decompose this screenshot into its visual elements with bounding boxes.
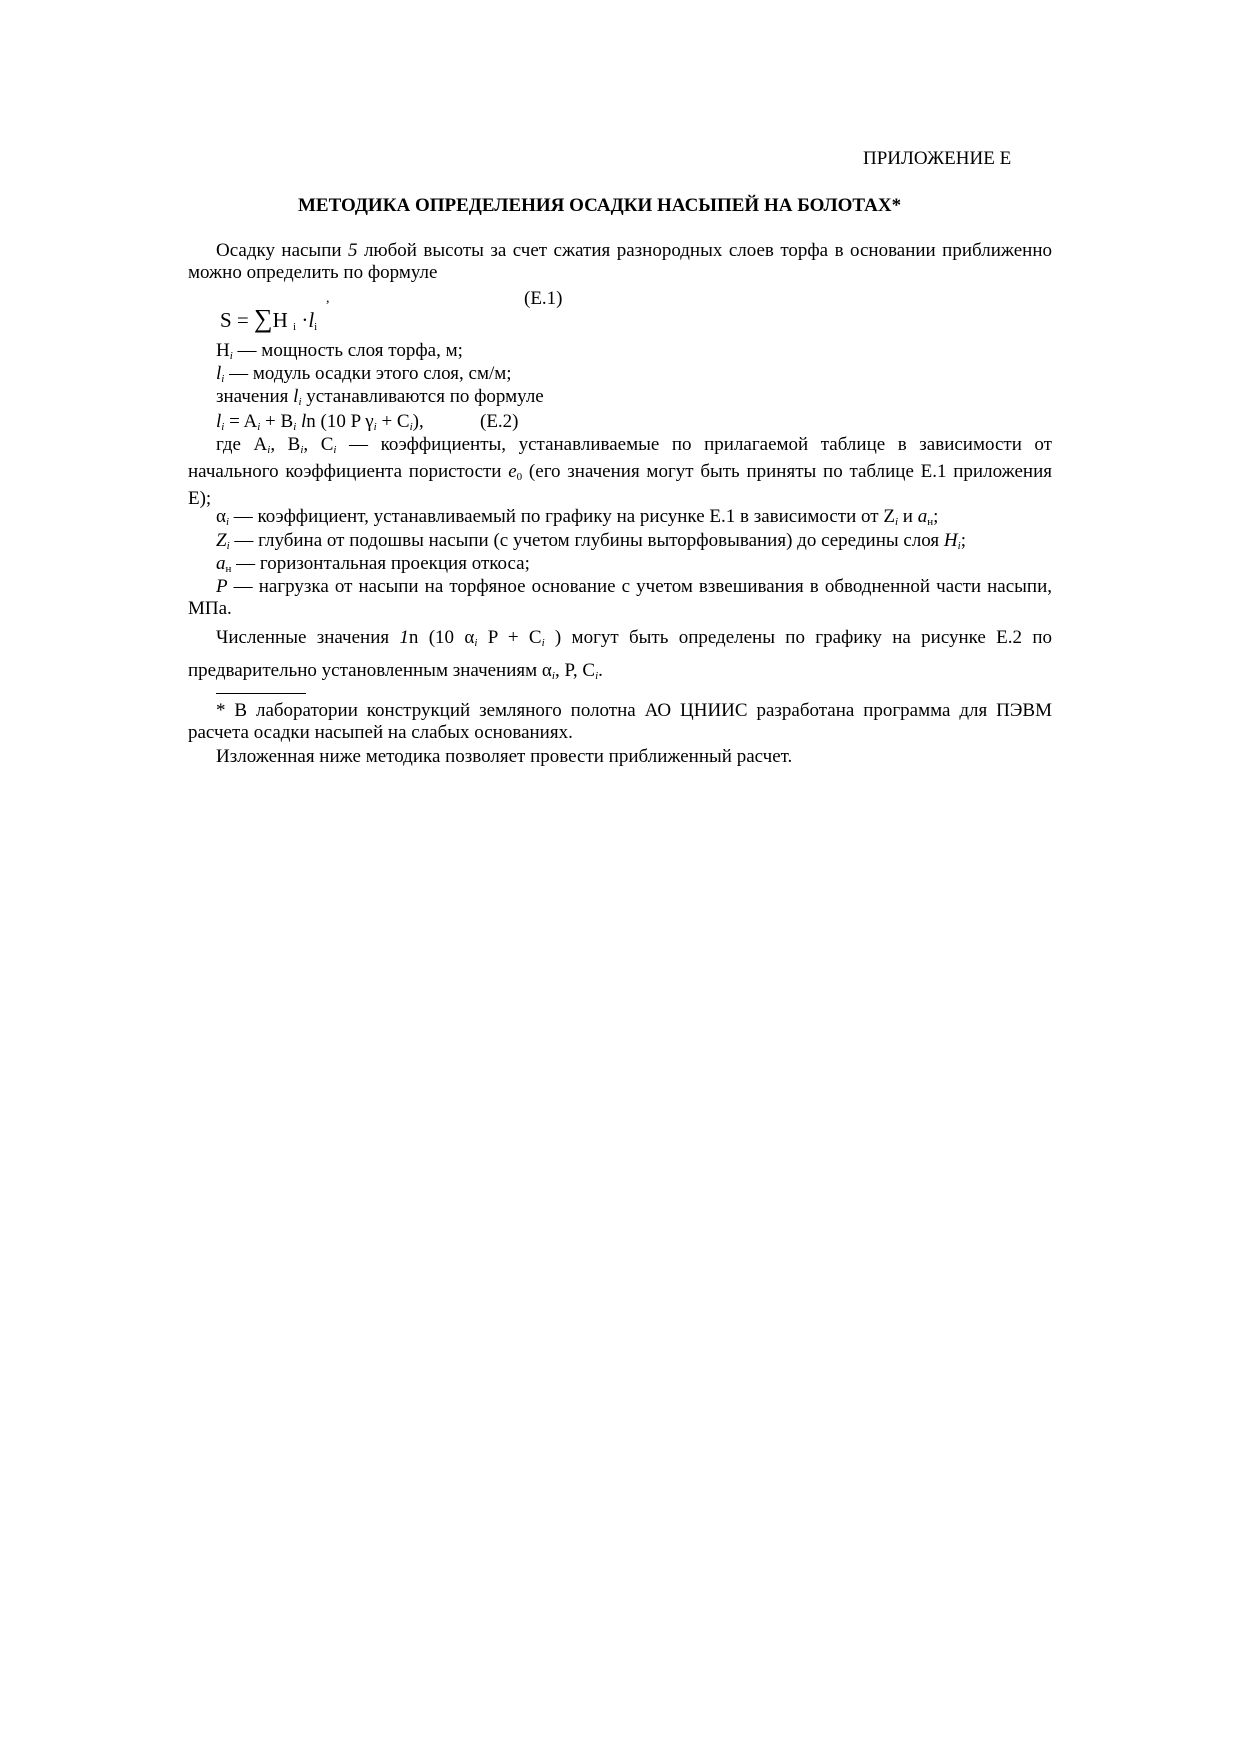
definition-a: $a_н$ — горизонтальная проекция откоса; bbox=[216, 553, 530, 575]
definition-l: $l_i$ — модуль осадки этого слоя, см/м; bbox=[216, 363, 512, 385]
formula-e1-label: (Е.1) bbox=[524, 288, 563, 309]
coefficients-paragraph: где $A_i$, $B_i$, $C_i$ — коэффициенты, устанавливаемые по прилагаемой таблице в зависимости от начального коэффициента пористости $e_0$ (его значения могут быть приняты по таблице Е.1 приложения Е); bbox=[188, 434, 1052, 509]
definition-h: $H_i$ — мощность слоя торфа, м; bbox=[216, 340, 463, 362]
intro-paragraph: Осадку насыпи 5 любой высоты за счет сжатия разнородных слоев торфа в основании приближенно можно определить по формуле bbox=[188, 240, 1053, 283]
appendix-label: ПРИЛОЖЕНИЕ Е bbox=[863, 148, 1012, 169]
formula-e2: $l_i = A_i + B_i$ ln (10 P $\gamma_i + C_i$), bbox=[216, 411, 424, 433]
document-title: МЕТОДИКА ОПРЕДЕЛЕНИЯ ОСАДКИ НАСЫПЕЙ НА БОЛОТАХ* bbox=[298, 195, 902, 216]
document-page bbox=[188, 0, 1052, 1755]
definition-z: $Z_i$ — глубина от подошвы насыпи (с учетом глубины выторфовывания) до середины слоя $H_i$; bbox=[216, 530, 966, 552]
formula-e1-comma: , bbox=[326, 291, 330, 306]
formula-e2-label: (Е.2) bbox=[480, 411, 519, 432]
numeric-values-paragraph: Численные значения 1n (10 $\alpha_i$ $P + C_i$ ) могут быть определены по графику на рисунке Е.2 по предварительно установленным значениям $\alpha_i$, P, $C_i$. bbox=[188, 627, 1052, 682]
sum-symbol: ∑ bbox=[254, 304, 273, 333]
closing-line: Изложенная ниже методика позволяет провести приближенный расчет. bbox=[216, 746, 793, 767]
definition-p: P — нагрузка от насыпи на торфяное основание с учетом взвешивания в обводненной части насыпи, МПа. bbox=[188, 576, 1052, 619]
definition-alpha: $\alpha_i$ — коэффициент, устанавливаемый по графику на рисунке Е.1 в зависимости от $Z_i$ и $a_н$; bbox=[216, 506, 939, 528]
footnote-separator bbox=[216, 693, 306, 694]
values-line: значения $l_i$ устанавливаются по формуле bbox=[216, 386, 544, 408]
footnote: * В лаборатории конструкций земляного полотна АО ЦНИИС разработана программа для ПЭВМ расчета осадки насыпей на слабых основаниях. bbox=[188, 700, 1052, 743]
formula-e1: S = ∑H $_i \cdot l_i$ bbox=[220, 304, 318, 333]
